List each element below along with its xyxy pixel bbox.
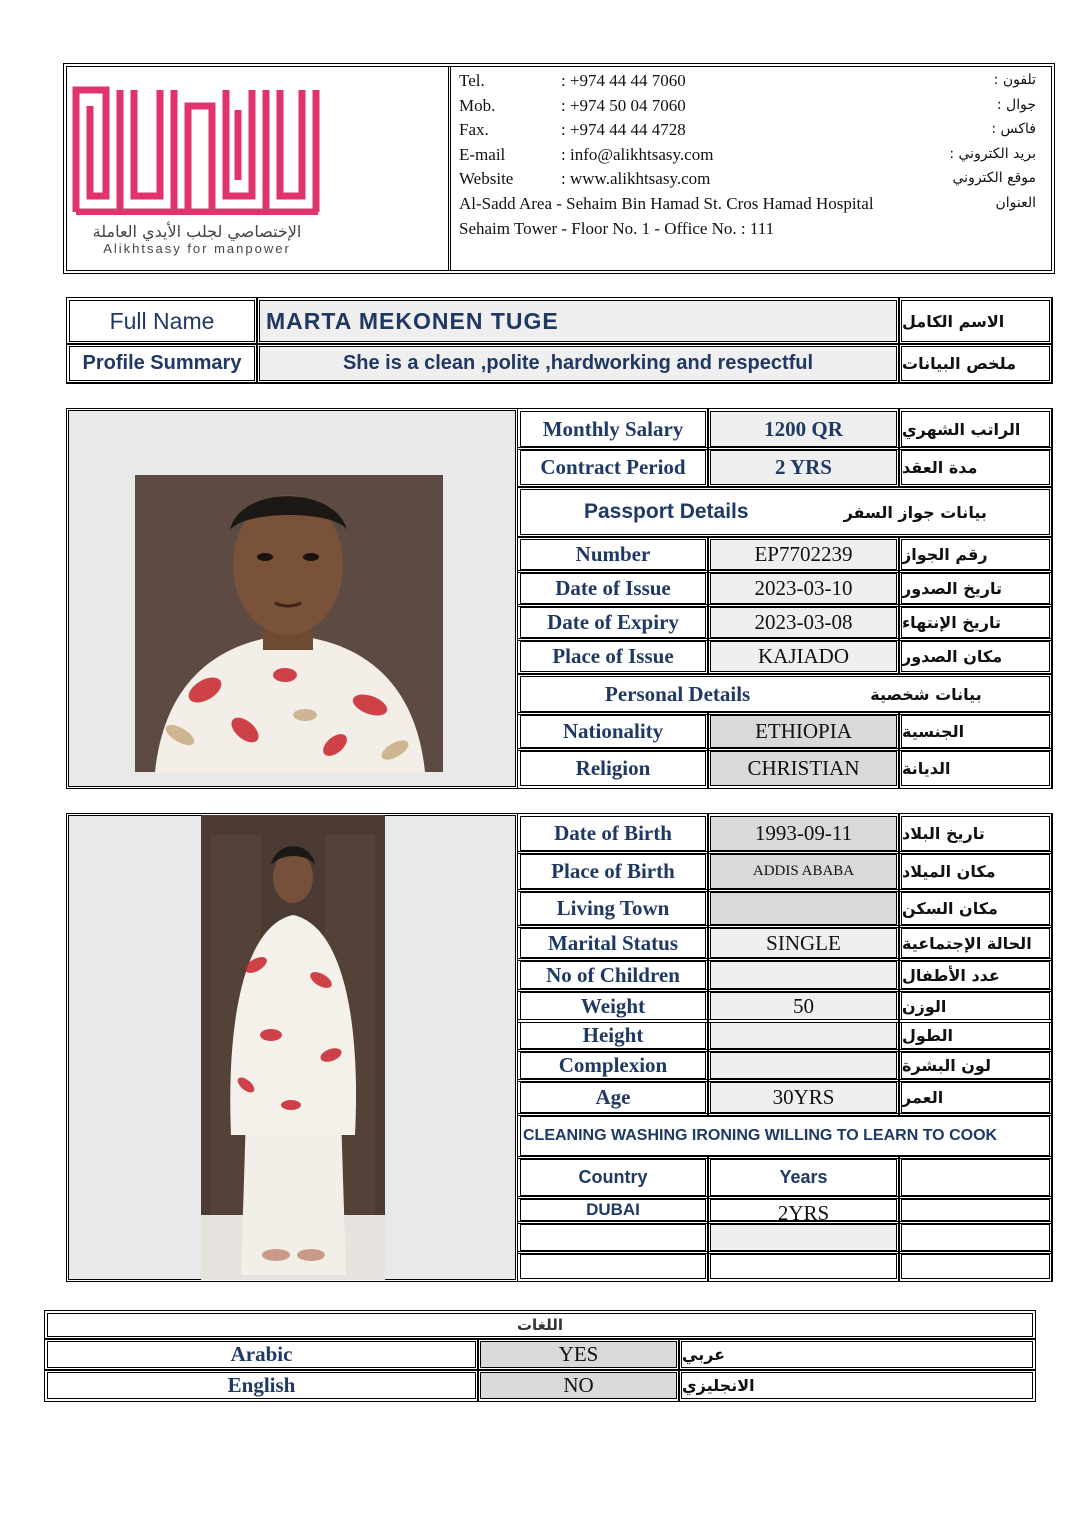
contact-label-ar: جوال : [996, 96, 1036, 113]
detail-row-label-ar: الطول [901, 1022, 1050, 1049]
passport-details-header [520, 489, 1050, 535]
passport-row-label: Place of Issue [520, 641, 706, 672]
languages-title-ar: اللغات [47, 1313, 1033, 1337]
experience-empty-2a [520, 1254, 706, 1279]
contact-label-ar: موقع الكتروني [952, 170, 1036, 186]
profile-summary-label: Profile Summary [69, 346, 255, 381]
language-label: Arabic [47, 1341, 476, 1368]
passport-details-title-ar: بيانات جواز السفر [843, 502, 987, 522]
full-body-photo [201, 815, 385, 1280]
detail-row-label-ar: مكان الميلاد [901, 854, 1050, 889]
personal-details-title: Personal Details [605, 681, 751, 706]
experience-empty-2b [710, 1254, 897, 1279]
detail-row-label: Place of Birth [520, 854, 706, 889]
religion-label: Religion [520, 751, 706, 786]
detail-row-value [710, 1022, 897, 1049]
passport-row-label-ar: مكان الصدور [901, 641, 1050, 672]
detail-row-value: 50 [710, 992, 897, 1020]
contract-period-label: Contract Period [520, 450, 706, 485]
contact-value: : info@alikhtsasy.com [561, 144, 714, 164]
experience-empty-1b [710, 1224, 897, 1251]
experience-row0-blank [901, 1199, 1050, 1221]
monthly-salary-label: Monthly Salary [520, 411, 706, 447]
language-value: NO [480, 1372, 677, 1399]
experience-empty-1c [901, 1224, 1050, 1251]
nationality-label-ar: الجنسية [901, 715, 1050, 748]
detail-row-value [710, 1052, 897, 1079]
passport-row-label-ar: تاريخ الإنتهاء [901, 607, 1050, 638]
contact-value: : www.alikhtsasy.com [561, 169, 711, 188]
detail-row-value [710, 961, 897, 989]
contact-value: : +974 44 44 7060 [561, 71, 686, 90]
language-label-ar: عربي [681, 1341, 1033, 1368]
detail-row-label: Complexion [520, 1052, 706, 1079]
experience-years-header: Years [710, 1159, 897, 1196]
language-value: YES [480, 1341, 677, 1368]
passport-row-value: EP7702239 [710, 539, 897, 570]
detail-row-label: No of Children [520, 961, 706, 989]
detail-row-value: 30YRS [710, 1082, 897, 1113]
detail-row-label-ar: العمر [901, 1082, 1050, 1113]
address-line-1: Al-Sadd Area - Sehaim Bin Hamad St. Cros Hamad Hospital [459, 194, 874, 213]
profile-summary-value: She is a clean ,polite ,hardworking and respectful [259, 346, 897, 381]
address-line-2: Sehaim Tower - Floor No. 1 - Office No. : 111 [459, 219, 775, 238]
experience-empty-1a [520, 1224, 706, 1251]
contact-label: Fax. [459, 120, 489, 139]
passport-row-label: Date of Expiry [520, 607, 706, 638]
full-name-value: MARTA MEKONEN TUGE [259, 300, 897, 342]
contact-label: E-mail [459, 144, 506, 164]
detail-row-label: Age [520, 1082, 706, 1113]
passport-details-title: Passport Details [584, 500, 749, 523]
logo-english-text: Alikhtsasy for manpower [103, 241, 291, 256]
passport-row-value: 2023-03-10 [710, 573, 897, 604]
contract-period-label-ar: مدة العقد [901, 450, 1050, 485]
detail-row-label-ar: عدد الأطفال [901, 961, 1050, 989]
logo-mark [72, 80, 322, 215]
detail-row-value: 1993-09-11 [710, 816, 897, 851]
detail-row-label-ar: تاريخ البلاد [901, 816, 1050, 851]
detail-row-label-ar: لون البشرة [901, 1052, 1050, 1079]
contact-label: Mob. [459, 95, 496, 115]
contact-value: : +974 50 04 7060 [561, 95, 686, 115]
detail-row-label: Height [520, 1022, 706, 1049]
contact-label: Tel. [459, 71, 485, 90]
skills-row: CLEANING WASHING IRONING WILLING TO LEARN TO COOK [520, 1116, 1050, 1156]
passport-row-label: Number [520, 539, 706, 570]
detail-row-label-ar: الوزن [901, 992, 1050, 1020]
full-name-label: Full Name [69, 300, 255, 342]
religion-value: CHRISTIAN [710, 751, 897, 786]
detail-row-label: Living Town [520, 892, 706, 925]
passport-row-label-ar: رقم الجواز [901, 539, 1050, 570]
experience-years-0: 2YRS [710, 1199, 897, 1221]
personal-details-header [520, 676, 1050, 712]
passport-row-label: Date of Issue [520, 573, 706, 604]
portrait-photo [135, 475, 443, 772]
contact-value: : +974 44 44 4728 [561, 120, 686, 139]
detail-row-label-ar: مكان السكن [901, 892, 1050, 925]
experience-empty-2c [901, 1254, 1050, 1279]
nationality-value: ETHIOPIA [710, 715, 897, 748]
personal-details-title-ar: بيانات شخصية [870, 684, 982, 704]
detail-row-label: Marital Status [520, 928, 706, 958]
detail-row-label: Weight [520, 992, 706, 1020]
logo-arabic-text: الإختصاصي لجلب الأيدي العاملة [92, 222, 302, 241]
religion-label-ar: الديانة [901, 751, 1050, 786]
detail-row-label: Date of Birth [520, 816, 706, 851]
detail-row-value: ADDIS ABABA [710, 854, 897, 889]
passport-row-label-ar: تاريخ الصدور [901, 573, 1050, 604]
detail-row-label-ar: الحالة الإجتماعية [901, 928, 1050, 958]
experience-country-0: DUBAI [520, 1199, 706, 1221]
language-label: English [47, 1372, 476, 1399]
language-label-ar: الانجليزي [681, 1372, 1033, 1399]
address-label-ar: العنوان [995, 195, 1036, 211]
header-divider [448, 66, 451, 271]
passport-row-value: 2023-03-08 [710, 607, 897, 638]
monthly-salary-label-ar: الراتب الشهري [901, 411, 1050, 447]
full-name-label-ar: الاسم الكامل [901, 300, 1050, 342]
contact-label: Website [459, 169, 514, 188]
nationality-label: Nationality [520, 715, 706, 748]
contact-label-ar: بريد الكتروني : [949, 145, 1036, 162]
monthly-salary-value: 1200 QR [710, 411, 897, 447]
contract-period-value: 2 YRS [710, 450, 897, 485]
company-logo [72, 80, 322, 260]
profile-summary-label-ar: ملخص البيانات [901, 346, 1050, 381]
contact-label-ar: تلفون : [993, 72, 1036, 88]
experience-header-blank [901, 1159, 1050, 1196]
contact-label-ar: فاكس : [991, 121, 1036, 137]
passport-row-value: KAJIADO [710, 641, 897, 672]
detail-row-value: SINGLE [710, 928, 897, 958]
detail-row-value [710, 892, 897, 925]
experience-country-header: Country [520, 1159, 706, 1196]
